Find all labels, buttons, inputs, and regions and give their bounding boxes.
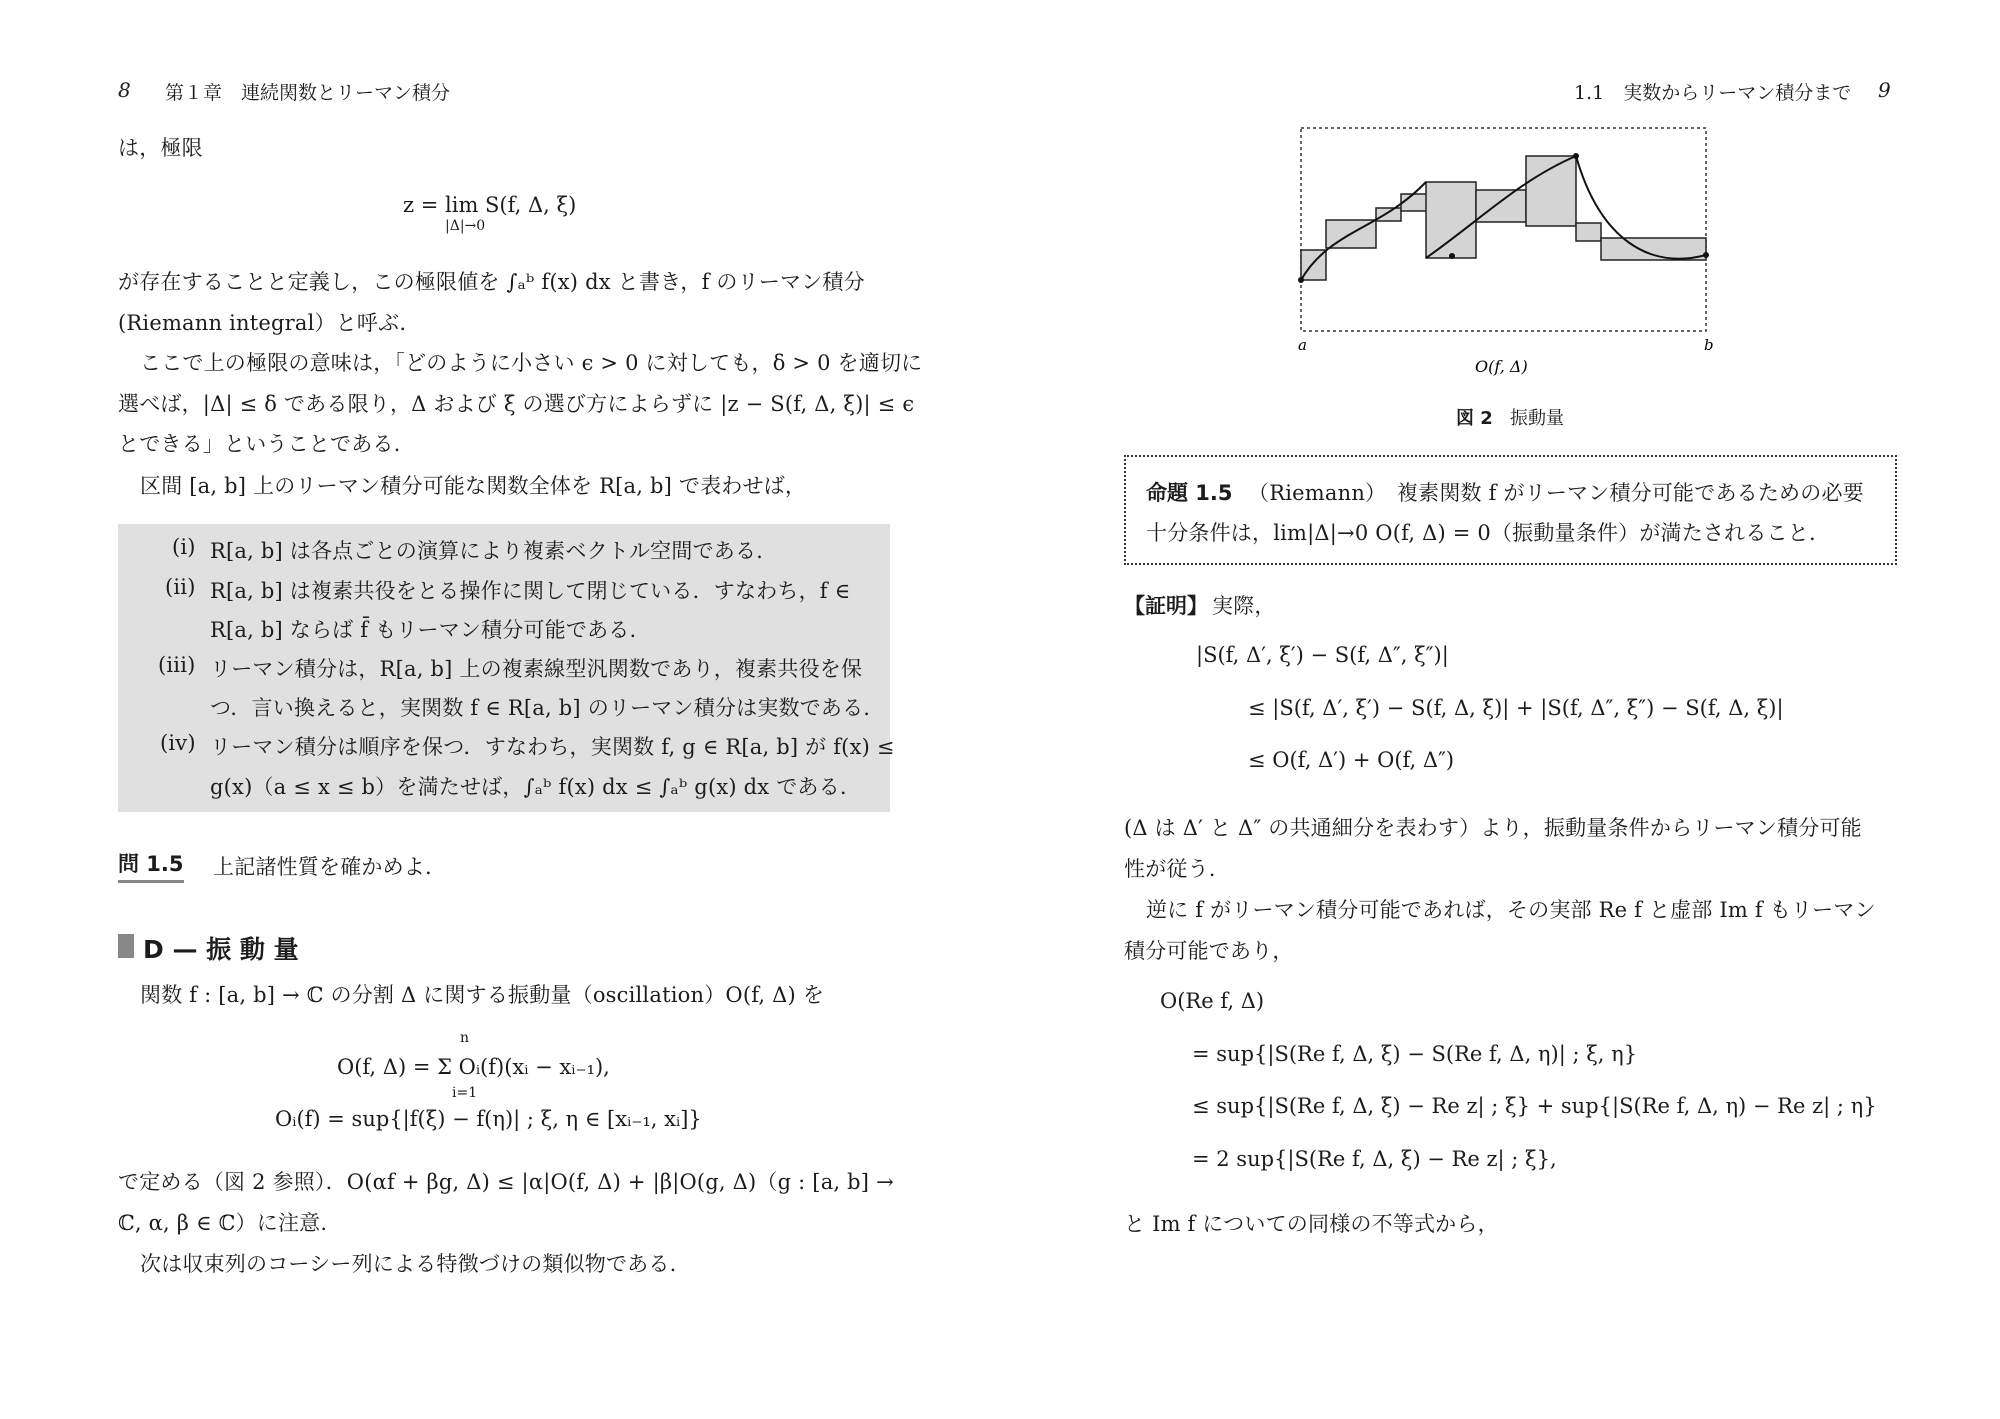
property-text: R[a, b] は複素共役をとる操作に関して閉じている．すなわち，f ∈: [210, 579, 851, 603]
local-oscillation-equation: Oᵢ(f) = sup{|f(ξ) − f(η)| ; ξ, η ∈ [xᵢ₋₁, xᵢ]}: [275, 1107, 702, 1131]
curve-point: [1703, 252, 1709, 258]
paragraph-line: とできる」ということである.: [118, 432, 401, 456]
paragraph-line: 区間 [a, b] 上のリーマン積分可能な関数全体を R[a, b] で表わせば，: [140, 474, 807, 498]
running-header-right: 1.1 実数からリーマン積分まで: [1574, 82, 1852, 104]
paragraph-line: が存在することと定義し，この極限値を ∫ₐᵇ f(x) dx と書き，f のリーマン積分: [118, 270, 865, 294]
proposition-line: （Riemann） 複素関数 f がリーマン積分可能であるための必要: [1248, 481, 1864, 505]
oscillation-rect: [1426, 182, 1476, 258]
proposition-box: [1124, 455, 1897, 565]
property-number: (ii): [165, 575, 196, 599]
oscillation-rectangles: [1301, 156, 1706, 280]
property-text: つ．言い換えると，実関数 f ∈ R[a, b] のリーマン積分は実数である.: [210, 696, 871, 720]
proof-label: 【証明】: [1124, 594, 1208, 618]
paragraph-line: 積分可能であり，: [1124, 939, 1294, 963]
property-number: (iv): [160, 731, 196, 755]
paragraph-line: (Riemann integral）と呼ぶ.: [118, 311, 407, 335]
re-equation: = 2 sup{|S(Re f, Δ, ξ) − Re z| ; ξ},: [1192, 1147, 1557, 1171]
oscillation-rect: [1476, 190, 1526, 222]
question-text: 上記諸性質を確かめよ.: [213, 855, 432, 879]
page-number-left: 8: [118, 78, 131, 102]
paragraph-line: ここで上の極限の意味は，「どのように小さい ϵ > 0 に対しても，δ > 0 を適切に: [140, 351, 923, 375]
oscillation-rect: [1526, 156, 1576, 226]
oscillation-figure: [1290, 120, 1730, 380]
property-number: (iii): [158, 653, 196, 677]
property-number: (i): [172, 535, 196, 559]
sum-lower-limit: i=1: [452, 1085, 478, 1101]
paragraph-line: 選べば，|Δ| ≤ δ である限り，Δ および ξ の選び方によらずに |z − S(f, Δ, ξ)| ≤ ϵ: [118, 392, 915, 416]
limit-subscript: |Δ|→0: [445, 218, 486, 234]
section-title: D — 振 動 量: [143, 935, 299, 964]
intro-text: は，極限: [118, 136, 203, 160]
figure-caption-number: 図 2: [1456, 408, 1493, 429]
proof-equation: ≤ O(f, Δ′) + O(f, Δ″): [1248, 748, 1455, 772]
curve-point: [1449, 253, 1455, 259]
sum-upper-limit: n: [460, 1030, 470, 1046]
oscillation-rect: [1576, 223, 1601, 241]
property-text: R[a, b] ならば f̄ もリーマン積分可能である.: [210, 618, 637, 642]
proof-equation: ≤ |S(f, Δ′, ξ′) − S(f, Δ, ξ)| + |S(f, Δ″, ξ″) − S(f, Δ, ξ)|: [1248, 696, 1784, 720]
curve-point: [1573, 153, 1579, 159]
paragraph-line: で定める（図 2 参照）．O(αf + βg, Δ) ≤ |α|O(f, Δ) + |β|O(g, Δ)（g : [a, b] →: [118, 1170, 894, 1194]
paragraph-line: (Δ は Δ′ と Δ″ の共通細分を表わす）より，振動量条件からリーマン積分可能: [1124, 816, 1862, 840]
proposition-label: 命題 1.5: [1146, 481, 1233, 505]
section-marker: [118, 934, 134, 958]
oscillation-rect: [1376, 208, 1401, 221]
limit-equation: z = lim S(f, Δ, ξ): [403, 193, 577, 217]
paragraph-line: 次は収束列のコーシー列による特徴づけの類似物である.: [140, 1252, 677, 1276]
running-header-left: 第１章 連続関数とリーマン積分: [165, 82, 451, 104]
oscillation-equation: O(f, Δ) = Σ Oᵢ(f)(xᵢ − xᵢ₋₁),: [337, 1055, 610, 1079]
proposition-line: 十分条件は，lim|Δ|→0 O(f, Δ) = 0（振動量条件）が満たされること.: [1146, 521, 1816, 545]
property-text: リーマン積分は，R[a, b] 上の複素線型汎関数であり，複素共役を保: [210, 657, 863, 681]
paragraph-line: 逆に f がリーマン積分可能であれば，その実部 Re f と虚部 Im f もリーマン: [1146, 898, 1876, 922]
proof-start: 実際，: [1212, 594, 1276, 618]
paragraph-line: と Im f についての同様の不等式から，: [1124, 1212, 1499, 1236]
paragraph-line: ℂ, α, β ∈ ℂ）に注意.: [118, 1211, 328, 1235]
paragraph-line: 関数 f : [a, b] → ℂ の分割 Δ に関する振動量（oscillation）O(f, Δ) を: [140, 983, 825, 1007]
proof-equation: |S(f, Δ′, ξ′) − S(f, Δ″, ξ″)|: [1196, 643, 1449, 667]
label-b: b: [1704, 336, 1714, 354]
re-equation: O(Re f, Δ): [1160, 989, 1265, 1013]
label-oscillation: O(f, Δ): [1475, 357, 1528, 376]
curve-point: [1298, 277, 1304, 283]
paragraph-line: 性が従う.: [1124, 857, 1216, 881]
re-equation: = sup{|S(Re f, Δ, ξ) − S(Re f, Δ, η)| ; ξ, η}: [1192, 1042, 1638, 1066]
figure-caption-text: 振動量: [1510, 408, 1564, 429]
property-text: R[a, b] は各点ごとの演算により複素ベクトル空間である.: [210, 539, 764, 563]
oscillation-rect: [1601, 238, 1706, 260]
re-equation: ≤ sup{|S(Re f, Δ, ξ) − Re z| ; ξ} + sup{|S(Re f, Δ, η) − Re z| ; η}: [1192, 1094, 1877, 1118]
question-label: 問 1.5: [118, 848, 184, 883]
property-text: g(x)（a ≤ x ≤ b）を満たせば，∫ₐᵇ f(x) dx ≤ ∫ₐᵇ g(x) dx である.: [210, 775, 847, 799]
property-text: リーマン積分は順序を保つ．すなわち，実関数 f, g ∈ R[a, b] が f(x) ≤: [210, 735, 895, 759]
page-number-right: 9: [1878, 78, 1891, 102]
label-a: a: [1298, 336, 1307, 354]
